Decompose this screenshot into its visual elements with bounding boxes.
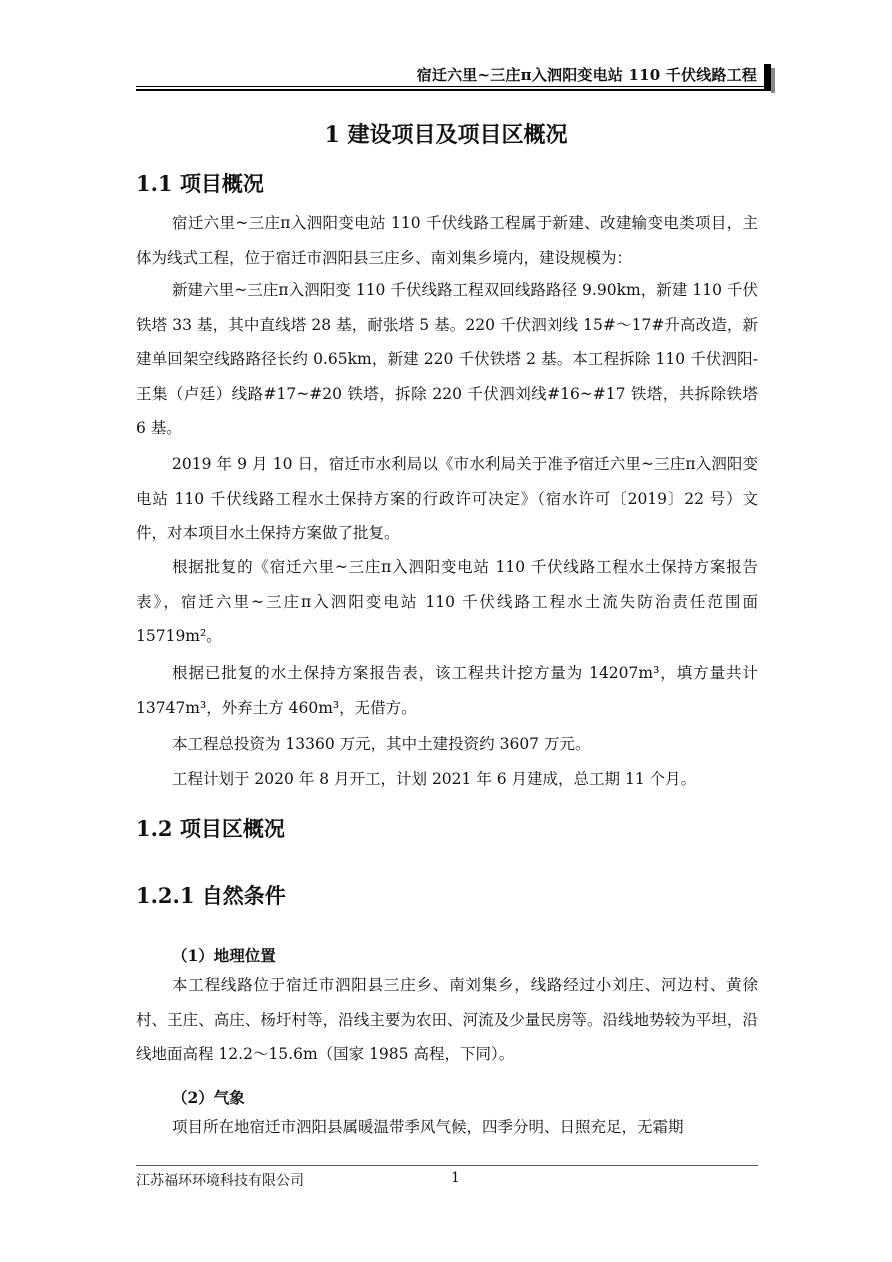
header-bar-shadow (771, 68, 775, 93)
paragraph-approval: 2019 年 9 月 10 日，宿迁市水利局以《市水利局关于准予宿迁六里~三庄π入泗阳变电站 110 千伏线路工程水土保持方案的行政许可决定》（宿水许可〔2019〕22 号）文件，对本项目水土保持方案做了批复。 (136, 455, 758, 542)
paragraph-geographic-location: 本工程线路位于宿迁市泗阳县三庄乡、南刘集乡，线路经过小刘庄、河边村、黄徐村、王庄、高庄、杨圩村等，沿线主要为农田、河流及少量民房等。沿线地势较为平坦，沿线地面高程 12.2～15.6m（国家 1985 高程，下同）。 (136, 976, 758, 1063)
paragraph-scale: 新建六里~三庄π入泗阳变 110 千伏线路工程双回线路路径 9.90km，新建 110 千伏铁塔 33 基，其中直线塔 28 基，耐张塔 5 基。220 千伏泗刘线 15#～17#升高改造，新建单回架空线路路径长约 0.65km，新建 220 千伏铁塔 2 基。本工程拆除 110 千伏泗阳-王集（卢廷）线路#17~#20 铁塔，拆除 220 千伏泗刘线#16~#17 铁塔，共拆除铁塔 6 基。 (136, 281, 758, 437)
paragraph-climate: 项目所在地宿迁市泗阳县属暖温带季风气候，四季分明、日照充足，无霜期 (172, 1118, 684, 1136)
section-heading-1-2-1: 1.2.1 自然条件 (136, 883, 286, 908)
paragraph-responsibility-area: 根据批复的《宿迁六里~三庄π入泗阳变电站 110 千伏线路工程水土保持方案报告表》，宿迁六里~三庄π入泗阳变电站 110 千伏线路工程水土流失防治责任范围面 15719m²。 (136, 558, 758, 645)
header-bar-ornament (764, 64, 771, 91)
paragraph-investment: 本工程总投资为 13360 万元，其中土建投资约 3607 万元。 (172, 735, 591, 753)
footer-rule (136, 1165, 758, 1166)
paragraph-overview: 宿迁六里~三庄π入泗阳变电站 110 千伏线路工程属于新建、改建输变电类项目，主体为线式工程，位于宿迁市泗阳县三庄乡、南刘集乡境内，建设规模为： (136, 214, 758, 267)
running-header-title: 宿迁六里~三庄π入泗阳变电站 110 千伏线路工程 (416, 66, 757, 84)
paragraph-earthwork: 根据已批复的水土保持方案报告表，该工程共计挖方量为 14207m³，填方量共计 13747m³，外弃土方 460m³，无借方。 (136, 664, 758, 717)
header-rule (136, 86, 771, 87)
footer-company: 江苏福环环境科技有限公司 (136, 1173, 304, 1189)
header-rule-thick (136, 89, 771, 91)
section-heading-1-2: 1.2 项目区概况 (136, 816, 285, 841)
running-header (136, 60, 771, 92)
paragraph-schedule: 工程计划于 2020 年 8 月开工，计划 2021 年 6 月建成，总工期 11 个月。 (172, 770, 697, 788)
page-number: 1 (451, 1170, 460, 1186)
chapter-title: 1 建设项目及项目区概况 (324, 122, 568, 148)
section-heading-1-1: 1.1 项目概况 (136, 171, 264, 196)
subheading-geographic-location: （1）地理位置 (172, 946, 276, 965)
subheading-climate: （2）气象 (172, 1088, 245, 1107)
